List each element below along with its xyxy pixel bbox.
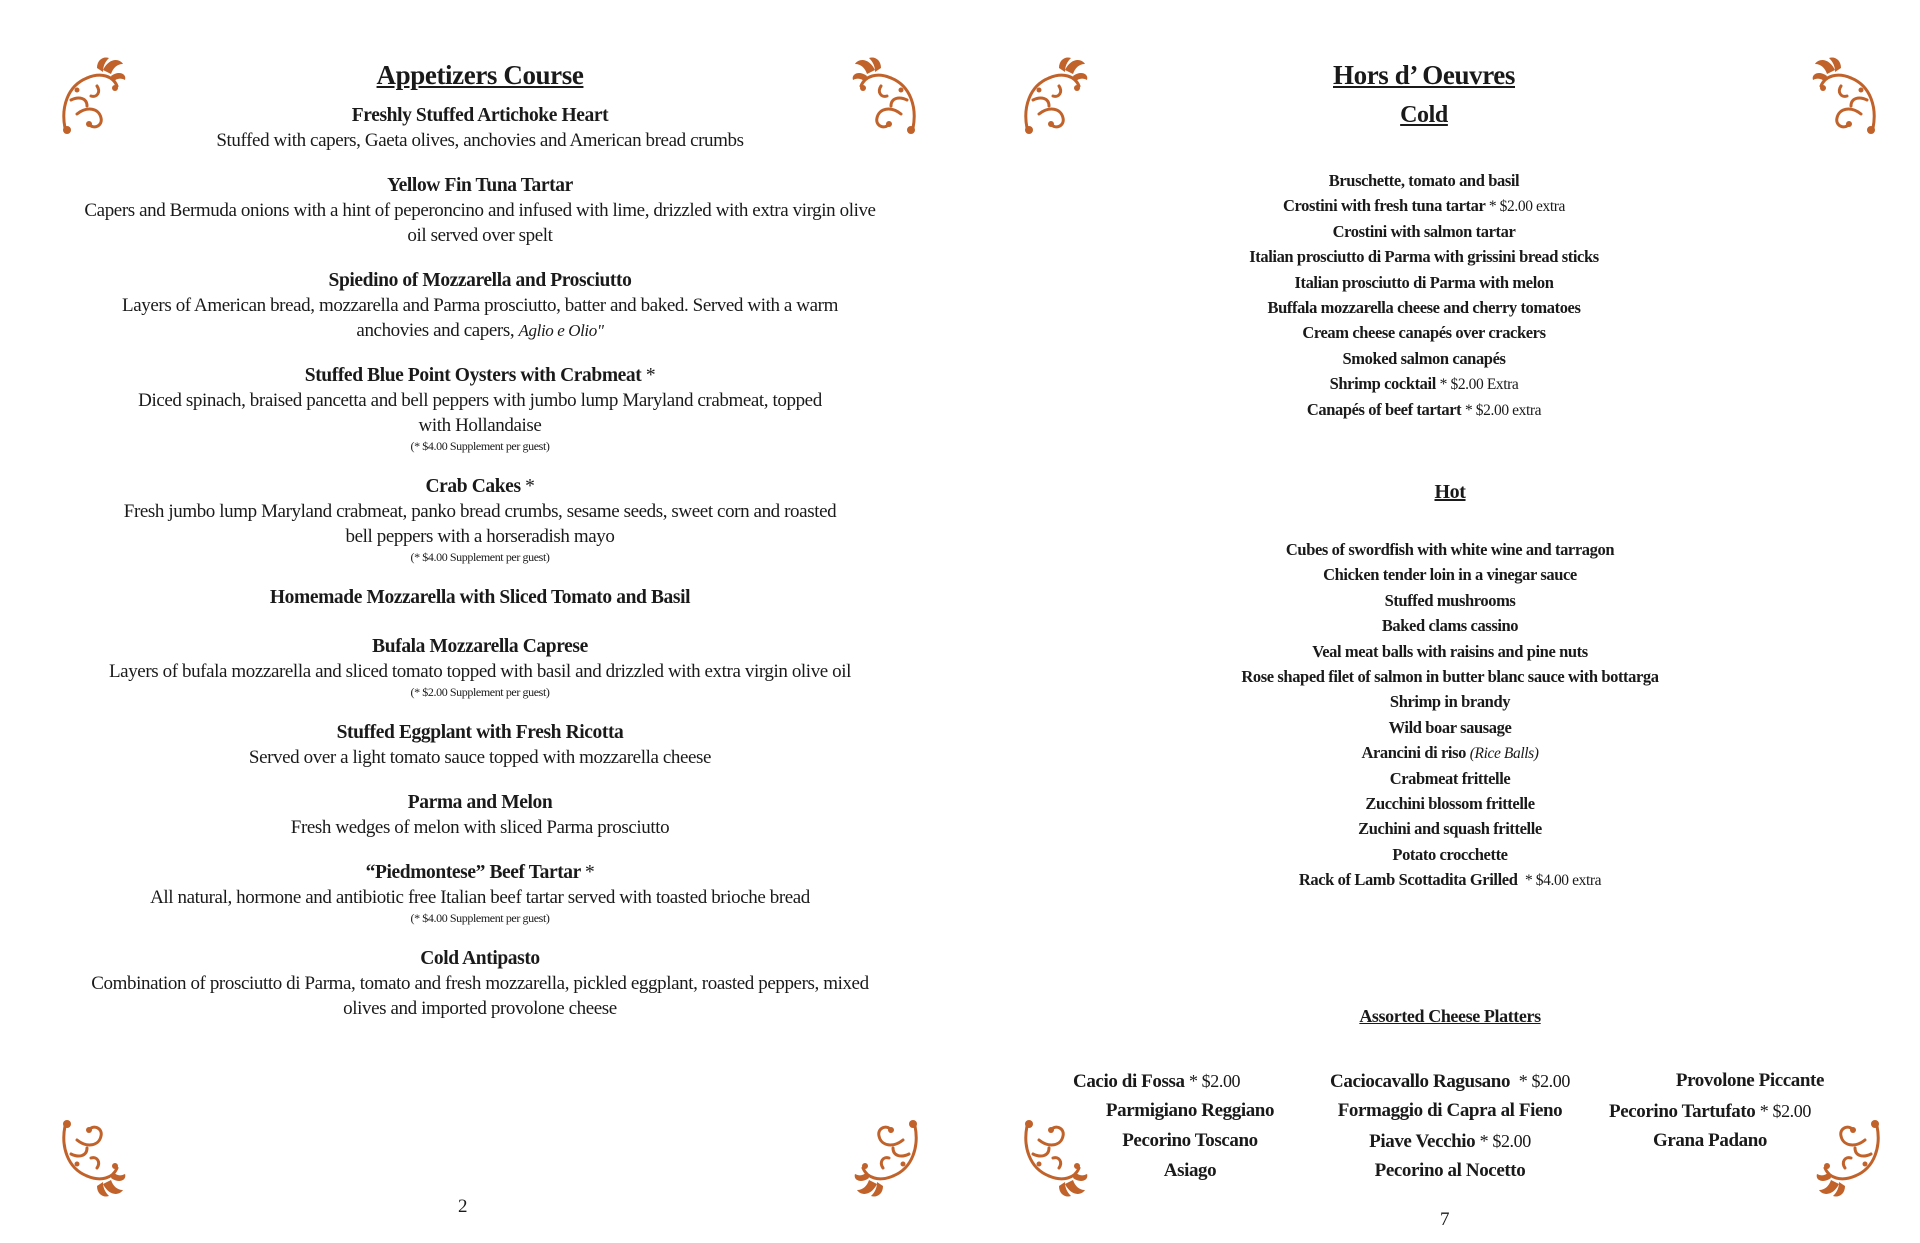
dish-description: Served over a light tomato sauce topped with mozzarella cheese [248,747,712,768]
cheese-item [1045,1066,1335,1096]
cheese-item: Asiago [1163,1160,1217,1181]
dish-description-line: Fresh jumbo lump Maryland crabmeat, panko bread crumbs, sesame seeds, sweet corn and roasted [123,501,837,522]
page-title: Appetizers Course [376,60,584,90]
extra-charge: * $2.00 [1518,1071,1570,1091]
dish-name [60,474,900,499]
cheese-item: Formaggio di Capra al Fieno [1337,1100,1563,1121]
dish-description: Stuffed with capers, Gaeta olives, anchovies and American bread crumbs [216,130,744,151]
dish-name: Stuffed Eggplant with Fresh Ricotta [336,722,624,743]
menu-item [60,946,900,1021]
hot-hors-doeuvres-list [1000,537,1900,892]
menu-item [60,363,900,454]
dish-name: Homemade Mozzarella with Sliced Tomato and Basil [269,587,691,608]
supplement-note: (* $2.00 Supplement per guest) [410,685,550,699]
list-item-name: Arancini di riso [1361,743,1466,763]
dish-description-line: bell peppers with a horseradish mayo [345,526,615,547]
dish-description-text: anchovies and capers, [356,320,515,341]
dish-name: Freshly Stuffed Artichoke Heart [351,105,609,126]
dish-name-text: Crab Cakes [425,476,521,497]
list-item: Baked clams cassino [1381,616,1519,636]
list-item: Zucchini blossom frittelle [1365,793,1535,813]
cheese-column [1300,1066,1600,1186]
cheese-name: Piave Vecchio [1369,1131,1476,1152]
extra-charge: * $2.00 [1188,1071,1241,1091]
cheese-item: Grana Padano [1653,1130,1767,1151]
list-item: Potato crocchette [1392,844,1508,864]
cheese-item: Provolone Piccante [1675,1070,1824,1091]
menu-item [60,790,900,840]
dish-description-line: Combination of prosciutto di Parma, tomato and fresh mozzarella, pickled eggplant, roasted peppers, mixed [91,973,869,994]
menu-item [60,860,900,926]
extra-charge: * $2.00 [1759,1101,1811,1121]
menu-item [60,268,900,343]
list-item: Rose shaped filet of salmon in butter blanc sauce with bottarga [1241,666,1659,686]
dish-name-text: “Piedmontese” Beef Tartar [365,862,581,883]
cheese-item: Pecorino al Nocetto [1374,1160,1526,1181]
list-item: Smoked salmon canapés [1342,348,1506,368]
cheese-column [1590,1066,1830,1156]
supplement-marker: * [645,365,656,386]
dish-description-line: oil served over spelt [407,225,553,246]
page-number: 7 [1440,1209,1450,1230]
list-item: Crabmeat frittelle [1389,768,1511,788]
menu-page-right [1000,0,1920,1243]
menu-item [60,103,900,153]
dish-description: Layers of bufala mozzarella and sliced tomato topped with basil and drizzled with extra virgin olive oil [108,661,852,682]
dish-description-italic: Aglio e Olio" [518,321,604,340]
corner-ornament-icon [56,1118,128,1198]
list-item: Shrimp in brandy [1389,692,1511,712]
list-item [1000,397,1848,422]
list-item: Crostini with salmon tartar [1332,221,1516,241]
extra-charge: * $4.00 extra [1524,872,1602,890]
dish-description-line: with Hollandaise [418,415,542,436]
supplement-note: (* $4.00 Supplement per guest) [410,550,550,564]
section-label-cold: Cold [1400,102,1448,128]
cheese-item [1300,1066,1600,1096]
appetizer-list [60,103,900,1041]
page-number: 2 [458,1196,468,1217]
menu-item [60,474,900,565]
dish-name: Spiedino of Mozzarella and Prosciutto [328,270,632,291]
list-item: Zuchini and squash frittelle [1358,819,1542,839]
extra-charge: * $2.00 extra [1464,401,1542,419]
menu-item [60,720,900,770]
list-item [1000,371,1848,396]
dish-name-text: Stuffed Blue Point Oysters with Crabmeat [304,365,642,386]
supplement-note: (* $4.00 Supplement per guest) [410,911,550,925]
cheese-item: Pecorino Toscano [1122,1130,1258,1151]
cheese-item: Parmigiano Reggiano [1105,1100,1275,1121]
list-item-name: Shrimp cocktail [1329,374,1436,394]
list-item: Cubes of swordfish with white wine and tarragon [1285,540,1615,559]
menu-item [60,173,900,248]
cold-hors-doeuvres-list [1000,168,1848,422]
extra-charge: * $2.00 Extra [1439,376,1519,394]
list-item [1000,867,1900,892]
list-item: Veal meat balls with raisins and pine nuts [1312,641,1588,661]
dish-name: Parma and Melon [407,792,553,813]
list-item: Stuffed mushrooms [1384,590,1516,610]
dish-description: All natural, hormone and antibiotic free Italian beef tartar served with toasted brioche bread [150,887,810,908]
dish-description: Fresh wedges of melon with sliced Parma prosciutto [290,817,670,838]
supplement-marker: * [525,476,535,497]
list-item: Bruschette, tomato and basil [1328,171,1520,190]
list-item: Italian prosciutto di Parma with melon [1294,272,1554,292]
dish-name [60,860,900,885]
dish-name: Bufala Mozzarella Caprese [372,636,588,657]
dish-description-line [60,318,900,343]
section-label-cheese: Assorted Cheese Platters [1359,1006,1541,1026]
dish-name: Cold Antipasto [420,948,540,969]
dish-description-line: Diced spinach, braised pancetta and bell peppers with jumbo lump Maryland crabmeat, topped [138,390,822,411]
section-label-hot: Hot [1434,481,1466,503]
extra-charge: * $2.00 extra [1488,198,1565,216]
list-item-name: Canapés of beef tartart [1306,399,1462,419]
menu-item [60,585,900,610]
corner-ornament-icon [852,1118,924,1198]
list-item: Italian prosciutto di Parma with grissini bread sticks [1249,247,1599,267]
list-item: Wild boar sausage [1388,717,1512,737]
list-item: Chicken tender loin in a vinegar sauce [1323,565,1577,585]
list-item: Cream cheese canapés over crackers [1302,323,1546,343]
cheese-name: Cacio di Fossa [1073,1071,1185,1092]
page-title: Hors d’ Oeuvres [1333,60,1515,90]
list-item [1000,740,1900,765]
cheese-column [1045,1066,1335,1186]
supplement-marker: * [585,862,595,883]
dish-description-line: Capers and Bermuda onions with a hint of peperoncino and infused with lime, drizzled with extra virgin olive [84,200,876,221]
dish-name [60,363,900,388]
menu-item [60,634,900,700]
dish-description-line: Layers of American bread, mozzarella and Parma prosciutto, batter and baked. Served with a warm [122,295,838,316]
cheese-name: Caciocavallo Ragusano [1330,1071,1511,1092]
dish-description-line: olives and imported provolone cheese [343,998,617,1019]
supplement-note: (* $4.00 Supplement per guest) [410,439,550,453]
item-note: (Rice Balls) [1469,745,1539,763]
extra-charge: * $2.00 [1479,1131,1531,1151]
dish-name: Yellow Fin Tuna Tartar [387,175,573,196]
cheese-name: Pecorino Tartufato [1609,1101,1756,1122]
list-item: Buffala mozzarella cheese and cherry tomatoes [1267,297,1581,317]
list-item [1000,193,1848,218]
list-item-name: Rack of Lamb Scottadita Grilled [1298,870,1518,890]
cheese-item [1590,1096,1830,1126]
cheese-item [1300,1126,1600,1156]
list-item-name: Crostini with fresh tuna tartar [1283,196,1486,216]
